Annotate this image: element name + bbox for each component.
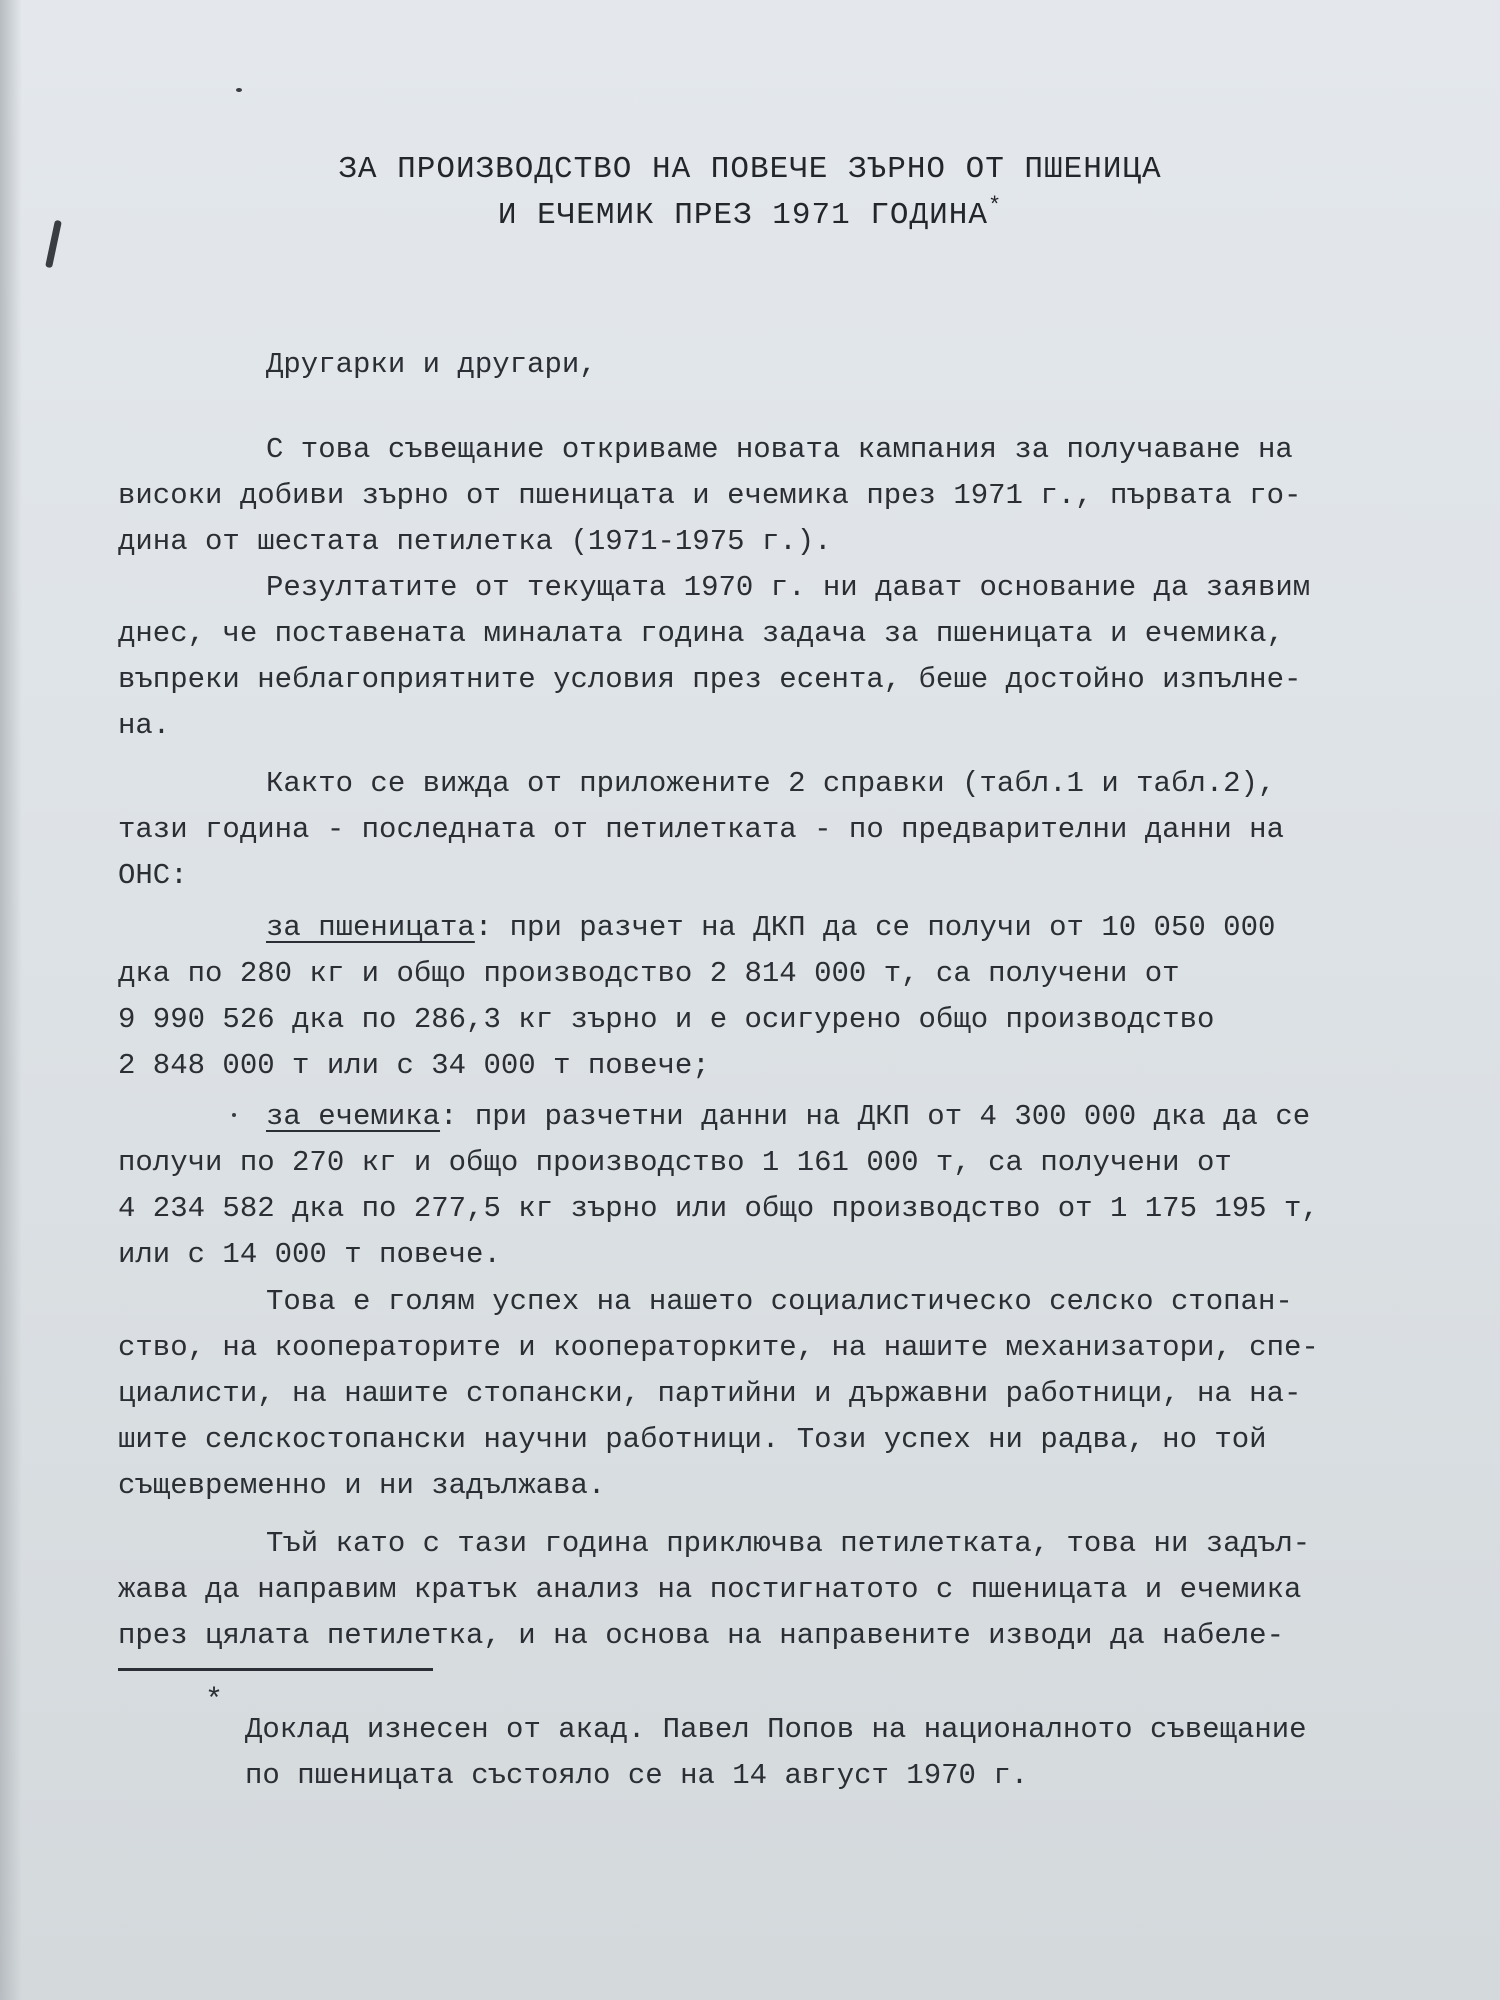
ink-speck <box>232 1113 236 1117</box>
paragraph-5-line: жава да направим кратък анализ на постигнатото с пшеницата и ечемика <box>118 1573 1302 1606</box>
paragraph-1-line: високи добиви зърно от пшеницата и ечемика през 1971 г., първата го- <box>118 479 1302 512</box>
footnote-marker: * <box>205 1684 224 1718</box>
ink-speck <box>236 88 242 92</box>
paragraph-3-line: ОНС: <box>118 859 188 892</box>
barley-line: или с 14 000 т повече. <box>118 1238 501 1271</box>
paragraph-4-line: шите селскостопански научни работници. Този успех ни радва, но той <box>118 1423 1267 1456</box>
footnote-line: по пшеницата състояло се на 14 август 1970 г. <box>245 1759 1029 1792</box>
paragraph-5-line: през цялата петилетка, и на основа на направените изводи да набеле- <box>118 1619 1284 1652</box>
paragraph-4-line: Това е голям успех на нашето социалистическо селско стопан- <box>266 1285 1293 1318</box>
paragraph-5-line: Тъй като с тази година приключва петилетката, това ни задъл- <box>266 1527 1311 1560</box>
footnote-asterisk-marker: * <box>987 193 1003 219</box>
paragraph-4-line: циалисти, на нашите стопански, партийни и държавни работници, на на- <box>118 1377 1302 1410</box>
document-title-line-2 <box>0 191 1500 241</box>
paragraph-2-line: на. <box>118 709 171 742</box>
wheat-line: 2 848 000 т или с 34 000 т повече; <box>118 1049 710 1082</box>
greeting: Другарки и другари, <box>266 348 597 381</box>
paragraph-4-line: ство, на кооператорите и кооператорките, на нашите механизатори, спе- <box>118 1331 1319 1364</box>
paragraph-2-line: въпреки неблагоприятните условия през есента, беше достойно изпълне- <box>118 663 1302 696</box>
barley-first-line <box>266 1095 1310 1139</box>
paragraph-2-line: днес, че поставената миналата година задача за пшеницата и ечемика, <box>118 617 1284 650</box>
wheat-line: 9 990 526 дка по 286,3 кг зърно и е осигурено общо производство <box>118 1003 1215 1036</box>
document-title-line-1: ЗА ПРОИЗВОДСТВО НА ПОВЕЧЕ ЗЪРНО ОТ ПШЕНИЦА <box>338 152 1162 187</box>
title-line-2-text: И ЕЧЕМИК ПРЕЗ 1971 ГОДИНА <box>497 198 988 233</box>
paragraph-4-line: същевременно и ни задължава. <box>118 1469 606 1502</box>
wheat-label: за пшеницата <box>266 911 475 944</box>
barley-label: за ечемика <box>266 1100 441 1133</box>
page-edge-shadow <box>0 0 22 2000</box>
footnote-line: Доклад изнесен от акад. Павел Попов на националното съвещание <box>245 1713 1307 1746</box>
paragraph-3-line: Както се вижда от приложените 2 справки (табл.1 и табл.2), <box>266 767 1276 800</box>
wheat-first-line <box>266 906 1275 950</box>
paragraph-1-line: С това съвещание откриваме новата кампания за получаване на <box>266 433 1293 466</box>
barley-first-text: : при разчетни данни на ДКП от 4 300 000 дка да се <box>440 1100 1311 1133</box>
paragraph-2-line: Резултатите от текущата 1970 г. ни дават основание да заявим <box>266 571 1311 604</box>
paragraph-1-line: дина от шестата петилетка (1971-1975 г.). <box>118 525 832 558</box>
wheat-first-text: : при разчет на ДКП да се получи от 10 050 000 <box>474 911 1276 944</box>
paragraph-3-line: тази година - последната от петилетката - по предварителни данни на <box>118 813 1284 846</box>
footnote-separator <box>118 1668 433 1671</box>
wheat-line: дка по 280 кг и общо производство 2 814 000 т, са получени от <box>118 957 1180 990</box>
barley-line: 4 234 582 дка по 277,5 кг зърно или общо производство от 1 175 195 т, <box>118 1192 1319 1225</box>
barley-line: получи по 270 кг и общо производство 1 161 000 т, са получени от <box>118 1146 1232 1179</box>
